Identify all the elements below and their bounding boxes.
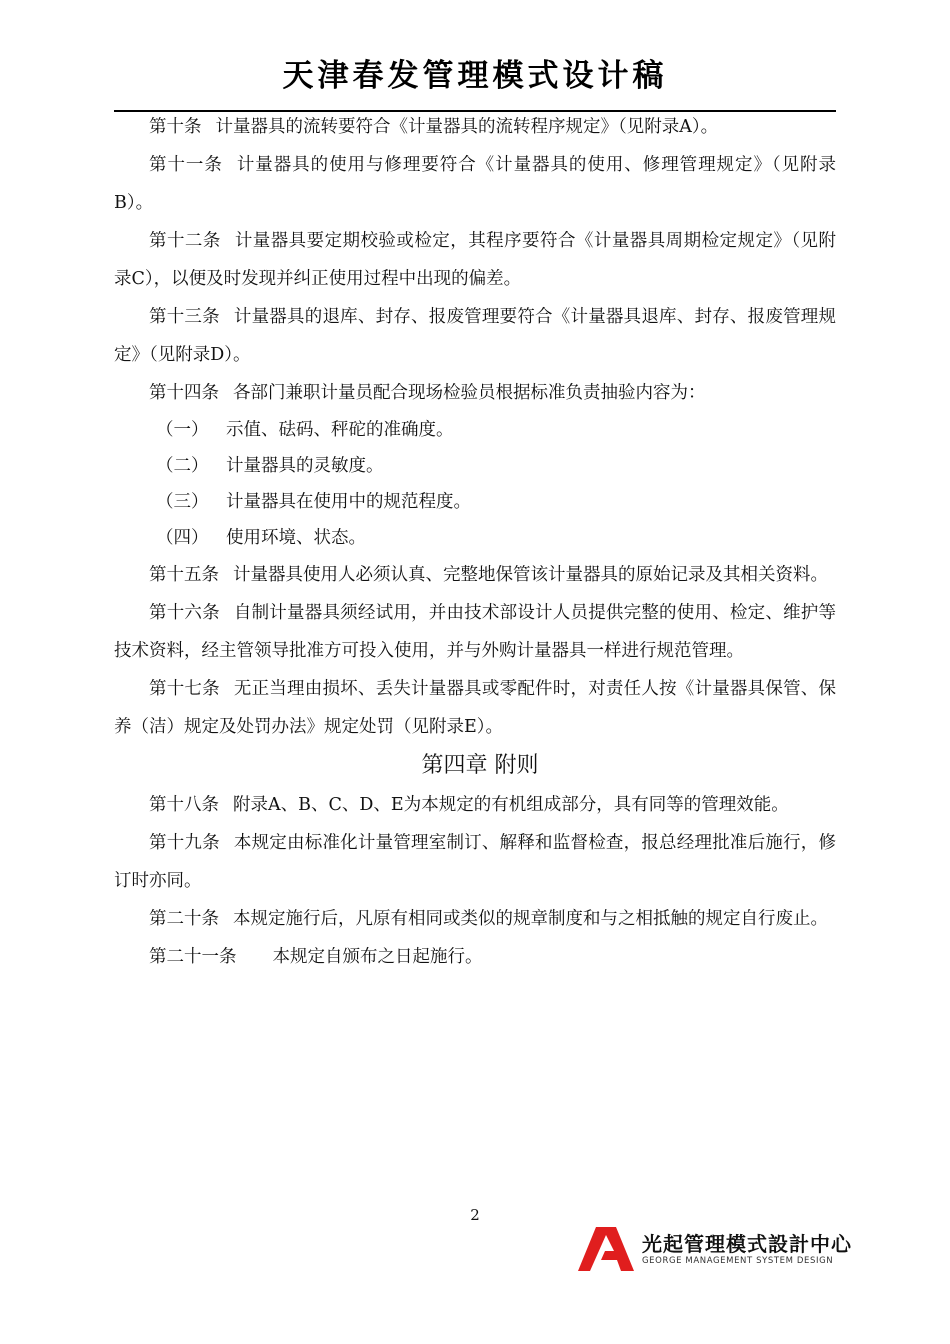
article-20	[114, 900, 836, 938]
list-item-number: （三）	[156, 492, 209, 512]
article-label: 第十一条	[149, 155, 223, 175]
article-label: 第十条	[149, 117, 202, 137]
list-item-text: 使用环境、状态。	[226, 528, 366, 548]
list-item-number: （四）	[156, 528, 209, 548]
article-14	[114, 374, 836, 412]
header-title: 天津春发管理模式设计稿	[282, 58, 668, 94]
article-text: 本规定自颁布之日起施行。	[272, 947, 483, 967]
article-label: 第十五条	[149, 565, 219, 585]
article-label: 第十四条	[149, 383, 219, 403]
article-10	[114, 108, 836, 146]
article-text: 自制计量器具须经试用，并由技术部设计人员提供完整的使用、检定、维护等技术资料，经主管领导批准方可投入使用，并与外购计量器具一样进行规范管理。	[114, 603, 837, 661]
list-item	[114, 412, 836, 448]
article-12	[114, 222, 836, 298]
article-label: 第二十条	[149, 909, 219, 929]
article-label: 第十九条	[149, 833, 220, 853]
page-number: 2	[470, 1206, 480, 1224]
article-text: 计量器具要定期校验或检定，其程序要符合《计量器具周期检定规定》（见附录C），以便及时发现并纠正使用过程中出现的偏差。	[114, 231, 836, 289]
article-label: 第十八条	[149, 795, 219, 815]
article-text: 计量器具的使用与修理要符合《计量器具的使用、修理管理规定》（见附录B）。	[114, 155, 837, 213]
article-17	[114, 670, 836, 746]
article-15	[114, 556, 836, 594]
list-item-number: （二）	[156, 456, 209, 476]
logo-chinese-text: 光起管理模式設計中心	[642, 1232, 852, 1256]
list-item-text: 计量器具在使用中的规范程度。	[226, 492, 471, 512]
document-body	[114, 108, 836, 976]
list-item	[114, 448, 836, 484]
article-text: 计量器具的流转要符合《计量器具的流转程序规定》（见附录A）。	[215, 117, 719, 137]
article-text: 无正当理由损坏、丢失计量器具或零配件时，对责任人按《计量器具保管、保养（洁）规定及处罚办法》规定处罚（见附录E）。	[114, 679, 837, 737]
article-18	[114, 786, 836, 824]
logo-a-icon	[576, 1226, 636, 1272]
list-item-number: （一）	[156, 420, 209, 440]
article-label: 第十三条	[149, 307, 220, 327]
article-11	[114, 146, 836, 222]
chapter-heading: 第四章 附则	[421, 753, 539, 778]
article-16	[114, 594, 836, 670]
article-label: 第十六条	[149, 603, 220, 623]
list-item-text: 示值、砝码、秤砣的准确度。	[226, 420, 454, 440]
article-text: 附录A、B、C、D、E为本规定的有机组成部分，具有同等的管理效能。	[233, 795, 789, 815]
company-logo	[576, 1226, 852, 1272]
logo-english-text: GEORGE MANAGEMENT SYSTEM DESIGN	[642, 1256, 834, 1266]
article-text: 各部门兼职计量员配合现场检验员根据标准负责抽验内容为：	[233, 383, 706, 403]
article-text: 本规定由标准化计量管理室制订、解释和监督检查，报总经理批准后施行，修订时亦同。	[114, 833, 837, 891]
article-label: 第十二条	[149, 231, 221, 251]
article-text: 计量器具的退库、封存、报废管理要符合《计量器具退库、封存、报废管理规定》（见附录D）。	[114, 307, 837, 365]
list-item-text: 计量器具的灵敏度。	[226, 456, 384, 476]
article-text: 本规定施行后，凡原有相同或类似的规章制度和与之相抵触的规定自行废止。	[233, 909, 828, 929]
list-item	[114, 520, 836, 556]
list-item	[114, 484, 836, 520]
article-13	[114, 298, 836, 374]
article-19	[114, 824, 836, 900]
article-text: 计量器具使用人必须认真、完整地保管该计量器具的原始记录及其相关资料。	[233, 565, 828, 585]
article-label: 第十七条	[149, 679, 220, 699]
article-21	[114, 938, 836, 976]
article-label: 第二十一条	[149, 947, 237, 967]
